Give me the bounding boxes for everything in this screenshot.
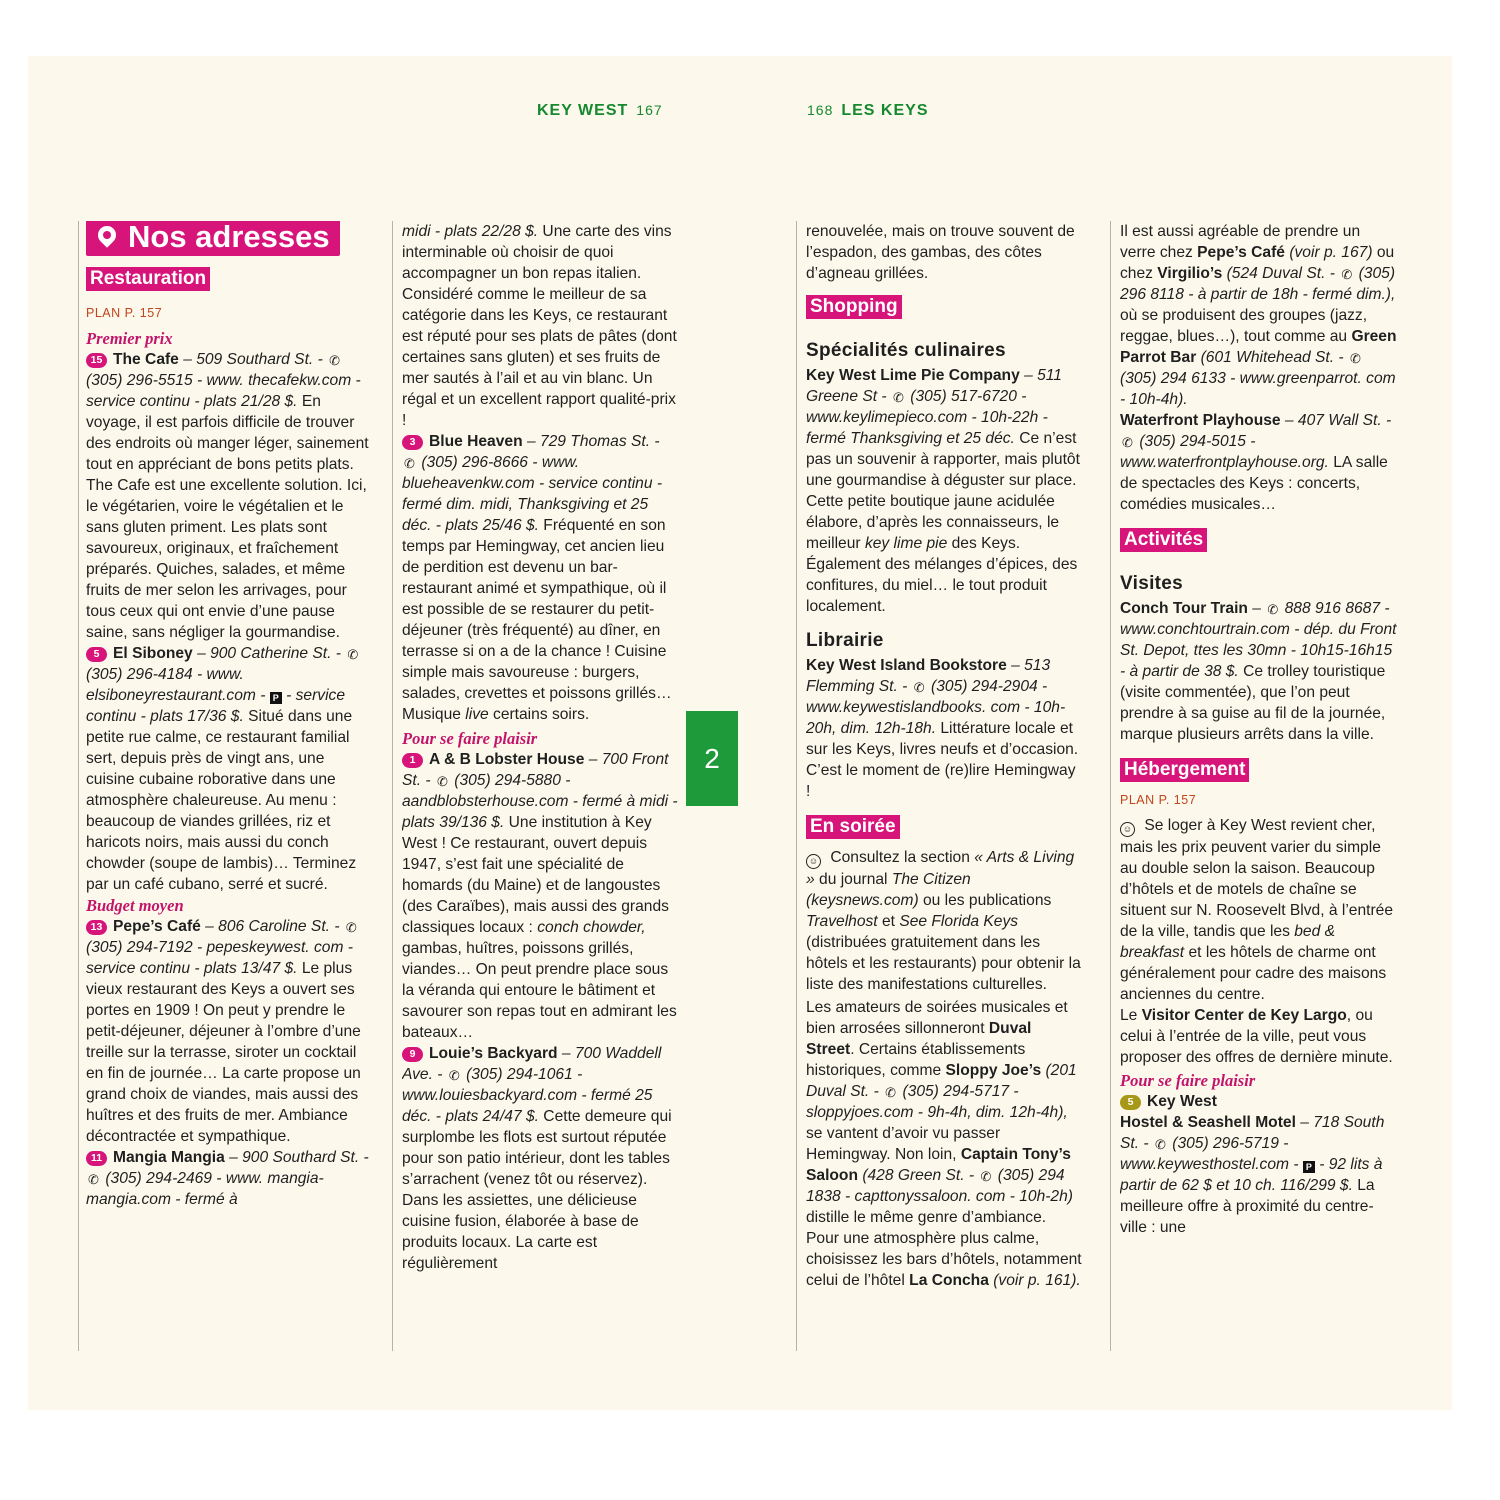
page-number-right: 168: [807, 102, 834, 118]
phone-icon: ✆: [1350, 351, 1361, 366]
place-name: Captain Tony’s Saloon: [806, 1146, 1071, 1184]
entry-description: Situé dans une petite rue calme, ce restaurant familial sert, depuis près de vingt ans, une cuisine cubaine roborative dans une atmosphère chaleureuse. Au menu : beaucoup de viandes grillées, riz et haricots noirs, mais aussi du conch chowder (soupe de lambis)… Terminez par un café cubano, serré et sucré.: [86, 708, 357, 893]
entry-name: El Siboney: [113, 645, 193, 662]
entry-address: – 509 Southard St. -: [178, 351, 328, 368]
text: , ou celui à l’entrée de la ville, peut vous proposer des offres de dernière minute.: [1120, 1007, 1393, 1066]
text: (201 Duval St. -: [806, 1062, 1077, 1100]
place-name: Sloppy Joe’s: [945, 1062, 1042, 1079]
subheading-specialites: Spécialités culinaires: [806, 340, 1006, 361]
entry-name: Key West: [1147, 1093, 1217, 1110]
phone-icon: ✆: [88, 1172, 99, 1187]
entry-pepes-cafe: [86, 916, 372, 1147]
place-name: Green Parrot Bar: [1120, 328, 1397, 366]
column-4: [1120, 221, 1398, 1351]
entry-conch-tour-train: [1120, 598, 1398, 745]
entry-el-siboney: [86, 643, 372, 895]
column-2: [402, 221, 678, 1351]
entry-address: – 806 Caroline St. -: [200, 918, 344, 935]
place-name: Pepe’s Café: [1197, 244, 1285, 261]
phone-icon: ✆: [404, 456, 415, 471]
entry-address: – 700 Front St. -: [402, 751, 669, 789]
entry-name: A & B Lobster House: [429, 751, 585, 768]
entry-mangia-continued: [402, 221, 678, 431]
entry-louies-backyard: [402, 1043, 678, 1274]
phone-icon: ✆: [448, 1068, 460, 1083]
text: ou les publications: [918, 892, 1052, 909]
entry-description: LA salle de spectacles des Keys : concerts, comédies musicales…: [1120, 454, 1388, 513]
entry-description: gambas, huîtres, poissons grillés, viandes… On peut prendre place sous la véranda qui entoure le bâtiment et savourer son repas tout en admirant les bateaux…: [402, 940, 677, 1041]
text: The Citizen (keysnews.com): [806, 871, 971, 909]
entry-contact: (305) 294-7192 - pepeskeywest. com - service continu - plats 13/47 $.: [86, 939, 353, 977]
entry-name: Conch Tour Train: [1120, 600, 1248, 617]
place-name: La Concha: [909, 1272, 989, 1289]
map-badge: 9: [402, 1047, 423, 1062]
section-restauration: Restauration: [86, 267, 210, 291]
entry-address: – 513 Flemming St. -: [806, 657, 1051, 695]
entry-hours: midi - plats 22/28 $.: [402, 223, 539, 240]
text: (distribuées gratuitement dans les hôtels et les restaurants) pour obtenir la liste des manifestations culturelles.: [806, 934, 1081, 993]
text: Travelhost: [806, 913, 878, 930]
price-level-plaisir: Pour se faire plaisir: [402, 729, 538, 748]
entry-hours: - service continu - plats 17/36 $.: [86, 687, 346, 725]
price-level-budget: Budget moyen: [86, 896, 184, 915]
phone-icon: ✆: [892, 390, 904, 405]
place-name: Visitor Center de Key Largo: [1141, 1007, 1347, 1024]
entry-contact: (305) 517-6720 - www.keylimepieco.com - 10h-22h - fermé Thanksgiving et 25 déc.: [806, 388, 1048, 447]
bars-paragraph: [1120, 221, 1398, 410]
entry-contact: (305) 294-2904 - www.keywestislandbooks. com - 10h-20h, dim. 12h-18h.: [806, 678, 1066, 737]
page-title: [86, 221, 340, 256]
text: . Certains établissements historiques, comme: [806, 1041, 1026, 1079]
text: du journal: [814, 871, 892, 888]
text: (305) 294 6133 - www.greenparrot. com - 10h-4h).: [1120, 370, 1396, 408]
entry-address: – 407 Wall St. -: [1280, 412, 1392, 429]
entry-address: –: [1247, 600, 1266, 617]
entry-contact: (305) 296-5719 - www.keywesthostel.com -: [1120, 1135, 1303, 1173]
chapter-tab: 2: [686, 711, 738, 806]
entry-contact: (305) 294-2469 - www. mangia-mangia.com - fermé à: [86, 1170, 324, 1208]
entry-name: The Cafe: [113, 351, 179, 368]
map-badge: 1: [402, 753, 423, 768]
map-badge: 15: [86, 353, 107, 368]
entry-island-bookstore: [806, 655, 1082, 802]
map-badge: 13: [86, 920, 107, 935]
subheading-librairie: Librairie: [806, 630, 884, 651]
entry-address: – 900 Catherine St. -: [192, 645, 346, 662]
entry-name: Mangia Mangia: [113, 1149, 225, 1166]
page-number-left: 167: [636, 102, 663, 118]
entry-name: Key West Island Bookstore: [806, 657, 1007, 674]
entry-louies-continued: renouvelée, mais on trouve souvent de l’espadon, des gambas, des côtes d’agneau grillées.: [806, 223, 1075, 282]
place-name: Virgilio’s: [1157, 265, 1223, 282]
plan-reference: PLAN P. 157: [1120, 793, 1197, 807]
section-hebergement: Hébergement: [1120, 758, 1249, 782]
entry-address: – 718 South St. -: [1120, 1114, 1385, 1152]
price-level-premier: Premier prix: [86, 329, 173, 348]
text: Il est aussi agréable de prendre un verre chez: [1120, 223, 1361, 261]
text: et: [877, 913, 900, 930]
section-shopping: Shopping: [806, 295, 902, 319]
phone-icon: ✆: [329, 353, 341, 368]
text: Consultez la section: [826, 849, 975, 866]
hebergement-intro: [1120, 815, 1398, 1005]
phone-icon: ✆: [1122, 435, 1133, 450]
entry-description: certains soirs.: [488, 706, 590, 723]
smiley-icon: ☺: [806, 854, 821, 869]
entry-mangia-mangia: [86, 1147, 372, 1210]
entry-address: – 729 Thomas St. -: [522, 433, 660, 450]
entry-contact: (305) 294-5880 - aandblobsterhouse.com - fermé à midi - plats 39/136 $.: [402, 772, 678, 831]
parking-icon: P: [1303, 1161, 1315, 1173]
entry-address: – 900 Southard St. -: [224, 1149, 369, 1166]
text: « Arts & Living »: [806, 849, 1075, 888]
entry-lobster-house: [402, 749, 678, 1043]
phone-icon: ✆: [1341, 267, 1353, 282]
entry-contact: (305) 294-1061 - www.louiesbackyard.com - fermé 25 déc. - plats 24/47 $.: [402, 1066, 653, 1125]
entry-description: Ce n’est pas un souvenir à rapporter, mais plutôt une gourmandise à déguster sur place. Cette petite boutique jaune acidulée élabore, d’après les connaisseurs, le meilleur: [806, 430, 1080, 552]
price-level-plaisir: Pour se faire plaisir: [1120, 1071, 1256, 1090]
running-header-left: [537, 102, 671, 120]
entry-name: Louie’s Backyard: [429, 1045, 558, 1062]
entry-address: – 511 Greene St -: [806, 367, 1062, 405]
entry-description: Le plus vieux restaurant des Keys a ouvert ses portes en 1909 ! On peut y prendre le petit-déjeuner, déjeuner à l’ombre d’une treille sur la terrasse, siroter un cocktail en fin de journée… La carte propose un grand choix de viandes, mais aussi des huîtres et des fruits de mer. Ambiance décontractée et sympathique.: [86, 960, 361, 1145]
map-badge: 5: [1120, 1095, 1141, 1110]
phone-icon: ✆: [980, 1169, 992, 1184]
phone-icon: ✆: [1267, 602, 1279, 617]
entry-description: Littérature locale et sur les Keys, livres neufs et d’occasion. C’est le moment de (re)lire Hemingway !: [806, 720, 1079, 800]
parking-icon: P: [270, 692, 282, 704]
column-rule: [392, 221, 393, 1351]
text: (voir p. 167): [1284, 244, 1373, 261]
entry-description: Une carte des vins interminable où choisir de quoi accompagner un bon repas italien. Considéré comme le meilleur de sa catégorie dans les Keys, ce restaurant est réputé pour ses plats de pâtes (dont certaines sans gluten) et ses fruits de mer sautés à l’ail et au vin blanc. Un régal et un excellent rapport qualité-prix !: [402, 223, 677, 429]
entry-contact: 888 916 8687 - www.conchtourtrain.com - dép. du Front St. Depot, ttes les 30mn - 10h15-16h15 - à partir de 38 $.: [1120, 600, 1397, 680]
text: se vantent d’avoir vu passer Hemingway. Non loin,: [806, 1125, 1001, 1163]
entry-name: Pepe’s Café: [113, 918, 201, 935]
text: (428 Green St. -: [857, 1167, 979, 1184]
text: Le: [1120, 1007, 1142, 1024]
phone-icon: ✆: [436, 774, 448, 789]
entry-address: – 700 Waddell Ave. -: [402, 1045, 662, 1083]
entry-name: Hostel & Seashell Motel: [1120, 1114, 1296, 1131]
text: (305) 294-5717 - sloppyjoes.com - 9h-4h, dim. 12h-4h),: [806, 1083, 1068, 1121]
text: Les amateurs de soirées musicales et bien arrosées sillonneront: [806, 999, 1068, 1037]
text: (601 Whitehead St. -: [1196, 349, 1348, 366]
entry-contact: (305) 294-5015 - www.waterfrontplayhouse.org.: [1120, 433, 1329, 471]
entry-description: des Keys. Également des mélanges d’épices, des confitures, du miel… le tout produit localement.: [806, 535, 1078, 615]
text: et les hôtels de charme ont généralement pour cadre des maisons anciennes du centre.: [1120, 944, 1387, 1003]
entry-emphasis: live: [465, 706, 489, 723]
smiley-icon: ☺: [1120, 822, 1135, 837]
text: où se produisent des groupes (jazz, reggae, blues…), tout comme au: [1120, 307, 1368, 345]
phone-icon: ✆: [1154, 1137, 1166, 1152]
entry-hours: - 92 lits à partir de 62 $ et 10 ch. 116/299 $.: [1120, 1156, 1383, 1194]
text: (305) 294 1838 - capttonyssaloon. com - 10h-2h): [806, 1167, 1073, 1205]
section-activites: Activités: [1120, 528, 1207, 552]
entry-description: Une institution à Key West ! Ce restaurant, ouvert depuis 1947, s’est fait une spécialité de homards (du Maine) et de langoustes (des Caraïbes), mais aussi des grands classiques locaux :: [402, 814, 669, 936]
entry-contact: (305) 296-4184 - www. elsiboneyrestaurant.com -: [86, 666, 270, 704]
entry-description: En voyage, il est parfois difficile de trouver des endroits où manger léger, sainement tout en appréciant de bons petits plats. The Cafe est une excellente solution. Ici, le végétarien, voire le végétalien et le sans gluten priment. Les plats sont savoureux, originaux, et fraîchement préparés. Quiches, salades, et même fruits de mer selon les arrivages, pour tous ceux qui ont envie d’une pause saine, sans négliger la gourmandise.: [86, 393, 369, 641]
entry-description: Fréquenté en son temps par Hemingway, cet ancien lieu de perdition est devenu un bar-restaurant animé et sympathique, où il est possible de se restaurer du petit-déjeuner (très fréquenté) au dîner, en terrasse si on a de la chance ! Cuisine simple mais savoureuse : burgers, salades, crevettes et poissons grillés… Musique: [402, 517, 672, 723]
entry-description: Cette demeure qui surplombe les flots est surtout réputée pour son patio intérieur, dont les tables s’arrachent (venez tôt ou réservez). Dans les assiettes, une délicieuse cuisine fusion, élaborée à base de produits locaux. La carte est régulièrement: [402, 1108, 672, 1272]
column-rule: [796, 221, 797, 1351]
phone-icon: ✆: [345, 920, 357, 935]
place-name: Duval Street: [806, 1020, 1032, 1058]
map-badge: 11: [86, 1151, 107, 1166]
entry-contact: (305) 296-5515 - www. thecafekw.com - service continu - plats 21/28 $.: [86, 372, 361, 410]
column-1: [86, 221, 372, 1351]
phone-icon: ✆: [885, 1085, 897, 1100]
entry-name: Key West Lime Pie Company: [806, 367, 1020, 384]
text: See Florida Keys: [899, 913, 1019, 930]
section-en-soiree: En soirée: [806, 815, 900, 839]
entry-emphasis: conch chowder,: [537, 919, 646, 936]
phone-icon: ✆: [913, 680, 925, 695]
entry-key-west-hostel: [1120, 1091, 1398, 1238]
text: distille le même genre d’ambiance. Pour une atmosphère plus calme, choisissez les bars d’hôtels, notamment celui de l’hôtel: [806, 1209, 1082, 1289]
text: (305) 296 8118 - à partir de 18h - fermé dim.),: [1120, 265, 1396, 303]
text: (524 Duval St. -: [1222, 265, 1340, 282]
text: Se loger à Key West revient cher, mais les prix peuvent varier du simple au double selon la saison. Beaucoup d’hôtels et de motels de chaîne se situent sur N. Roosevelt Blvd, à l’entrée de la ville, tandis que les: [1120, 817, 1394, 940]
map-badge: 5: [86, 647, 107, 662]
entry-emphasis: key lime pie: [864, 535, 948, 552]
text: (voir p. 161).: [988, 1272, 1081, 1289]
entry-blue-heaven: [402, 431, 678, 725]
subheading-visites: Visites: [1120, 573, 1184, 594]
running-header-right: [799, 102, 929, 120]
soiree-bars: [806, 997, 1082, 1291]
entry-name: Blue Heaven: [429, 433, 523, 450]
header-right-title: LES KEYS: [841, 102, 929, 119]
map-badge: 3: [402, 435, 423, 450]
text: bed & breakfast: [1120, 923, 1335, 961]
hebergement-visitor-center: [1120, 1005, 1398, 1068]
text: ou chez: [1120, 244, 1395, 282]
entry-waterfront-playhouse: [1120, 410, 1398, 515]
entry-description: La meilleure offre à proximité du centre-ville : une: [1120, 1177, 1375, 1236]
entry-description: Ce trolley touristique (visite commentée), que l’on peut prendre à sa guise au fil de la journée, marque plusieurs arrêts dans la ville.: [1120, 663, 1386, 743]
column-3: [806, 221, 1082, 1351]
plan-reference: PLAN P. 157: [86, 306, 163, 320]
phone-icon: ✆: [347, 647, 359, 662]
column-rule: [78, 221, 79, 1351]
entry-lime-pie-company: [806, 365, 1082, 617]
header-left-title: KEY WEST: [537, 102, 629, 119]
entry-contact: (305) 296-8666 - www. blueheavenkw.com - service continu - fermé dim. midi, Thanksgiving et 25 déc. - plats 25/46 $.: [402, 454, 663, 534]
entry-the-cafe: [86, 349, 372, 643]
soiree-intro: [806, 847, 1082, 995]
column-rule: [1110, 221, 1111, 1351]
entry-name: Waterfront Playhouse: [1120, 412, 1281, 429]
location-pin-icon: [94, 222, 119, 247]
page-title-text: Nos adresses: [128, 221, 330, 254]
